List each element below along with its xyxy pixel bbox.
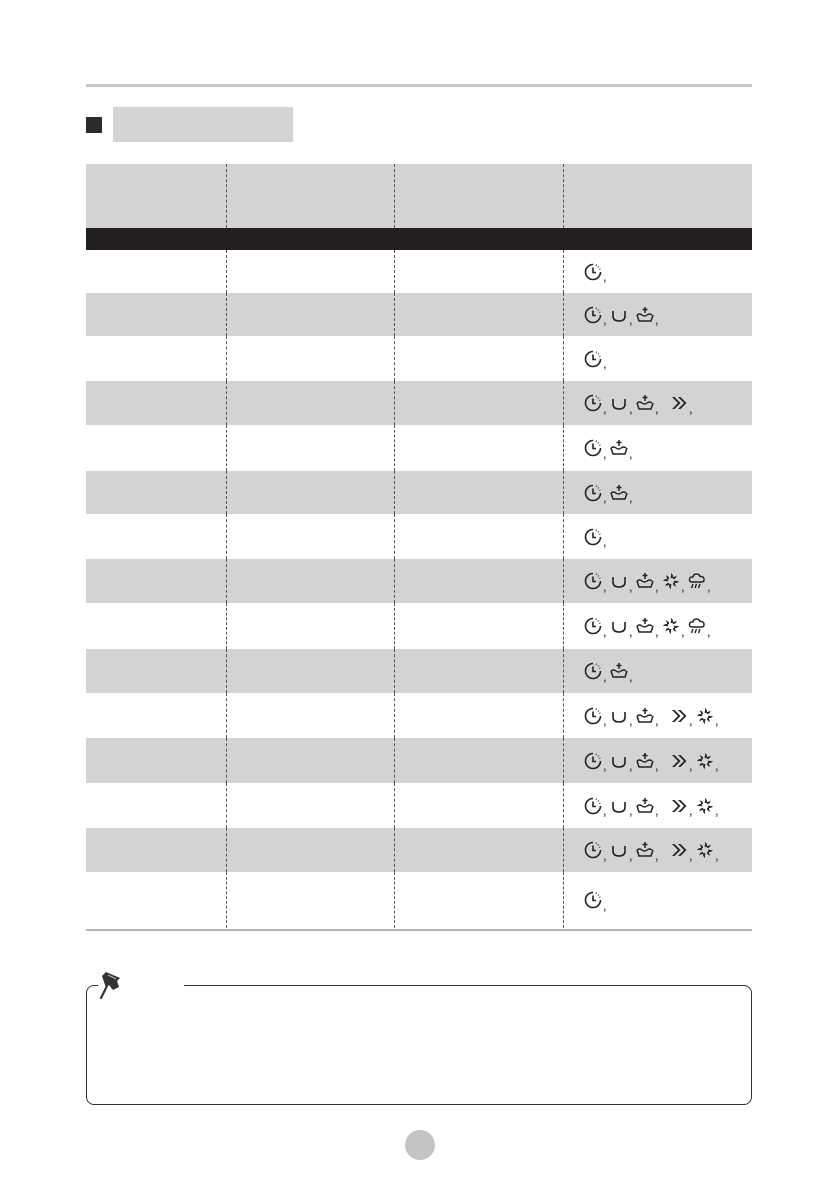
column-divider [563,738,564,783]
note-box [86,985,752,1105]
wash-icon [609,840,629,860]
function-icons [583,872,609,928]
speed-wash-icon [669,706,689,726]
speed-wash-icon [669,840,689,860]
column-divider [226,250,227,293]
spin-icon [695,706,715,726]
delay-timer-icon [583,262,603,282]
separator: , [603,803,607,818]
table-row [86,425,752,471]
program-table [86,164,752,928]
separator: , [629,490,633,505]
separator: , [629,713,633,728]
column-divider [226,603,227,649]
delay-timer-icon [583,796,603,816]
column-divider [394,514,395,559]
column-divider [563,250,564,293]
table-row [86,559,752,603]
wash-icon [609,796,629,816]
separator: , [603,623,607,639]
rinse-icon [609,483,629,503]
column-divider [394,693,395,738]
separator: , [629,758,633,773]
spin-icon [695,840,715,860]
table-row [86,381,752,425]
speed-wash-icon [669,393,689,413]
delay-timer-icon [583,393,603,413]
rinse-icon [635,796,655,816]
header-cell-4 [564,164,752,228]
separator: , [707,578,711,594]
separator: , [603,400,607,416]
function-icons [583,738,721,783]
column-divider [563,336,564,381]
rinse-icon [609,438,629,458]
separator: , [629,445,633,461]
spin-icon [695,796,715,816]
steam-icon [687,616,707,636]
pushpin-icon [96,968,130,1002]
separator: , [629,803,633,818]
separator: , [603,758,607,773]
table-header-bar [86,228,752,250]
column-divider [394,336,395,381]
column-divider [226,693,227,738]
wash-icon [609,305,629,325]
column-divider [563,425,564,471]
function-icons [583,425,635,471]
column-divider [226,514,227,559]
separator: , [603,490,607,505]
table-row [86,828,752,872]
rinse-icon [635,393,655,413]
wash-icon [609,393,629,413]
speed-wash-icon [669,751,689,771]
wash-icon [609,571,629,591]
separator: , [629,400,633,416]
delay-timer-icon [583,305,603,325]
column-divider [226,649,227,693]
column-divider [226,828,227,872]
column-divider [563,293,564,336]
separator: , [629,668,633,684]
table-row [86,471,752,514]
table-row [86,872,752,928]
function-icons [583,471,635,514]
delay-timer-icon [583,349,603,369]
column-divider [563,514,564,559]
column-divider [394,603,395,649]
function-icons [583,559,713,603]
separator: , [715,758,719,773]
rinse-icon [635,571,655,591]
function-icons [583,514,609,559]
function-icons [583,828,721,872]
separator: , [629,312,633,327]
table-row [86,250,752,293]
rinse-icon [635,616,655,636]
column-divider [394,559,395,603]
separator: , [629,623,633,639]
separator: , [689,847,693,863]
header-cell-2 [227,164,394,228]
spin-icon [661,616,681,636]
separator: , [689,400,693,416]
column-divider [226,738,227,783]
top-rule [86,84,752,87]
separator: , [603,713,607,728]
steam-icon [687,571,707,591]
column-divider [563,603,564,649]
column-divider [394,738,395,783]
column-divider [563,471,564,514]
separator: , [603,668,607,684]
delay-timer-icon [583,483,603,503]
function-icons [583,649,635,693]
table-row [86,514,752,559]
separator: , [681,578,685,594]
separator: , [629,578,633,594]
column-divider [394,381,395,425]
function-icons [583,250,609,293]
rinse-icon [609,661,629,681]
wash-icon [609,706,629,726]
separator: , [603,578,607,594]
separator: , [715,713,719,728]
delay-timer-icon [583,706,603,726]
speed-wash-icon [669,796,689,816]
separator: , [655,578,659,594]
rinse-icon [635,305,655,325]
separator: , [655,758,659,773]
rinse-icon [635,751,655,771]
separator: , [715,847,719,863]
separator: , [603,534,607,549]
table-header [86,164,752,228]
separator: , [707,623,711,639]
separator: , [655,803,659,818]
column-divider [226,381,227,425]
column-divider [226,336,227,381]
delay-timer-icon [583,527,603,547]
column-divider [563,559,564,603]
function-icons [583,783,721,828]
table-row [86,649,752,693]
column-divider [394,425,395,471]
section-heading [113,107,293,142]
column-divider [563,381,564,425]
column-divider [226,783,227,828]
header-cell-3 [395,164,563,228]
column-divider [394,872,395,928]
separator: , [603,312,607,327]
table-row [86,738,752,783]
column-divider [226,293,227,336]
separator: , [603,356,607,371]
function-icons [583,603,713,649]
column-divider [394,471,395,514]
column-divider [563,828,564,872]
bottom-rule [86,929,752,931]
table-body [86,250,752,928]
separator: , [603,847,607,863]
separator: , [603,897,607,913]
rinse-icon [635,840,655,860]
table-row [86,693,752,738]
column-divider [226,559,227,603]
column-divider [394,250,395,293]
wash-icon [609,751,629,771]
rinse-icon [635,706,655,726]
function-icons [583,693,721,738]
column-divider [226,872,227,928]
column-divider [563,783,564,828]
column-divider [563,693,564,738]
heading-marker [86,117,102,133]
column-divider [394,828,395,872]
spin-icon [695,751,715,771]
separator: , [689,713,693,728]
column-divider [226,425,227,471]
table-row [86,783,752,828]
column-divider [226,471,227,514]
spin-icon [661,571,681,591]
column-divider [394,783,395,828]
table-row [86,336,752,381]
separator: , [681,623,685,639]
column-divider [394,649,395,693]
page-number [405,1130,435,1160]
function-icons [583,336,609,381]
separator: , [655,847,659,863]
separator: , [603,445,607,461]
separator: , [655,623,659,639]
wash-icon [609,616,629,636]
separator: , [689,803,693,818]
column-divider [563,649,564,693]
separator: , [689,758,693,773]
separator: , [603,269,607,284]
separator: , [629,847,633,863]
delay-timer-icon [583,890,603,910]
header-cell-1 [86,164,226,228]
delay-timer-icon [583,840,603,860]
table-row [86,293,752,336]
delay-timer-icon [583,751,603,771]
function-icons [583,293,661,336]
delay-timer-icon [583,571,603,591]
delay-timer-icon [583,616,603,636]
column-divider [563,872,564,928]
separator: , [655,400,659,416]
separator: , [715,803,719,818]
separator: , [655,713,659,728]
delay-timer-icon [583,438,603,458]
function-icons [583,381,695,425]
separator: , [655,312,659,327]
delay-timer-icon [583,661,603,681]
column-divider [394,293,395,336]
table-row [86,603,752,649]
